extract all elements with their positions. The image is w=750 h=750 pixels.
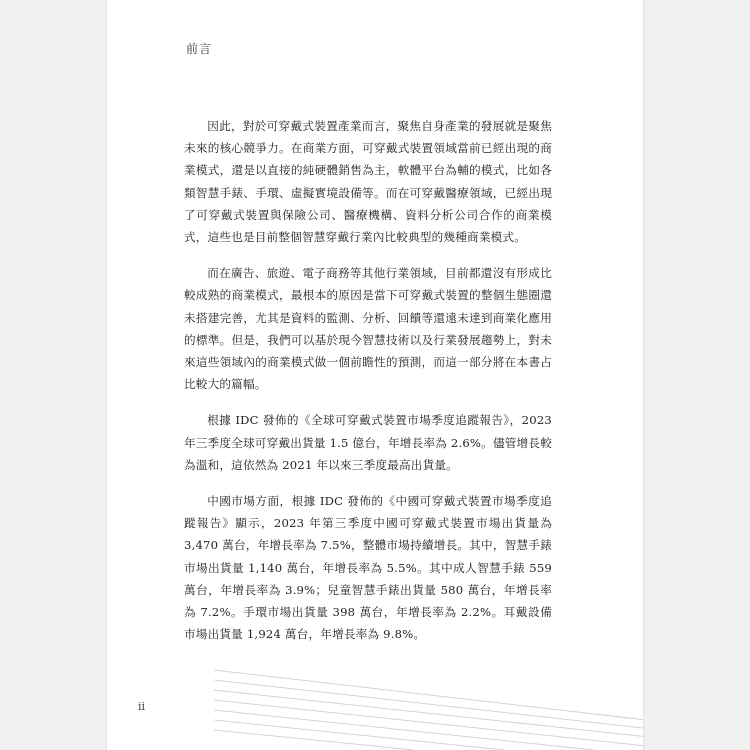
paragraph-4: 中國市場方面，根據 IDC 發佈的《中國可穿戴式裝置市場季度追蹤報告》顯示，2023 年第三季度中國可穿戴式裝置市場出貨量為 3,470 萬台，年增長率為 7.5%，整體市場持續增長。其中，智慧手錶市場出貨量 1,140 萬台，年增長率為 5.5%。其中成人智慧手錶 559 萬台，年增長率為 3.9%；兒童智慧手錶出貨量 580 萬台，年增長率為 7.2%。手環市場出貨量 398 萬台，年增長率為 2.2%。耳戴設備市場出貨量 1,924 萬台，年增長率為 9.8%。 [184,494,552,642]
decorative-lines [214,660,643,750]
paragraph-1: 因此，對於可穿戴式裝置產業而言，聚焦自身產業的發展就是聚焦未來的核心競爭力。在商業方面，可穿戴式裝置領域當前已經出現的商業模式，還是以直接的純硬體銷售為主，軟體平台為輔的模式，比如各類智慧手錶、手環、虛擬實境設備等。而在可穿戴醫療領域，已經出現了可穿戴式裝置與保險公司、醫療機構、資料分析公司合作的商業模式，這些也是目前整個智慧穿戴行業內比較典型的幾種商業模式。 [184,119,552,245]
page-number: ii [138,700,146,713]
body-text [184,115,552,659]
paragraph-3: 根據 IDC 發佈的《全球可穿戴式裝置市場季度追蹤報告》，2023 年三季度全球可穿戴出貨量 1.5 億台，年增長率為 2.6%。儘管增長較為溫和，這依然為 2021 年以來三季度最高出貨量。 [184,413,552,472]
paragraph-2: 而在廣告、旅遊、電子商務等其他行業領域，目前都還沒有形成比較成熟的商業模式，最根本的原因是當下可穿戴式裝置的整個生態圈還未搭建完善，尤其是資料的監測、分析、回饋等還遠未達到商業化應用的標準。但是，我們可以基於現今智慧技術以及行業發展趨勢上，對未來這些領域內的商業模式做一個前瞻性的預測，而這一部分將在本書占比較大的篇幅。 [184,266,552,392]
section-header: 前言 [186,42,213,56]
